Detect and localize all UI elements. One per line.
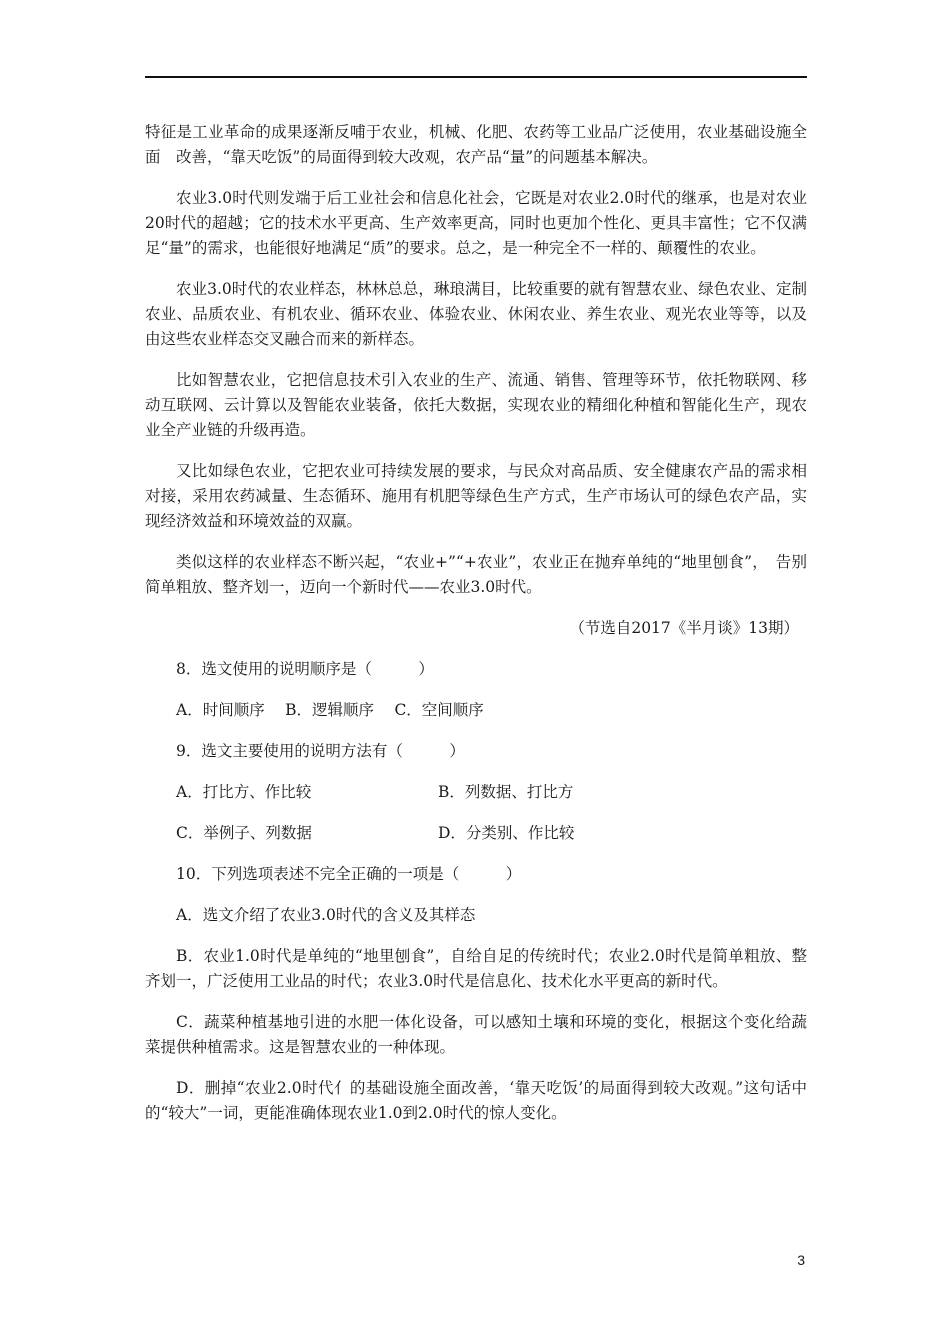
option-9c: C．举例子、列数据 xyxy=(176,824,312,842)
question-8: 8．选文使用的说明顺序是（ ） xyxy=(176,660,434,678)
source-citation: （节选自2017《半月谈》13期） xyxy=(569,619,799,637)
page-content xyxy=(145,120,807,1142)
option-10b: B．农业1.0时代是单纯的“地里刨食”，自给自足的传统时代；农业2.0时代是简单粗放、整齐划一，广泛使用工业品的时代；农业3.0时代是信息化、技术化水平更高的新时代。 xyxy=(145,947,807,990)
passage-paragraph-1: 特征是工业革命的成果逐渐反哺于农业，机械、化肥、农药等工业品广泛使用，农业基础设施全面 改善，“靠天吃饭”的局面得到较大改观，农产品“量”的问题基本解决。 xyxy=(145,123,807,166)
option-9b: B．列数据、打比方 xyxy=(438,783,574,801)
passage-paragraph-5: 又比如绿色农业，它把农业可持续发展的要求，与民众对高品质、安全健康农产品的需求相对接，采用农药减量、生态循环、施用有机肥等绿色生产方式，生产市场认可的绿色农产品，实现经济效益和环境效益的双赢。 xyxy=(145,462,807,530)
passage-paragraph-4: 比如智慧农业，它把信息技术引入农业的生产、流通、销售、管理等环节，依托物联网、移动互联网、云计算以及智能农业装备，依托大数据，实现农业的精细化种植和智能化生产，现农业全产业链的升级再造。 xyxy=(145,371,807,439)
option-10c: C．蔬菜种植基地引进的水肥一体化设备，可以感知土壤和环境的变化，根据这个变化给蔬菜提供种植需求。这是智慧农业的一种体现。 xyxy=(145,1013,807,1056)
header-rule xyxy=(145,76,807,78)
option-10d: D．删掉“农业2.0时代亻的基础设施全面改善，‘靠天吃饭’的局面得到较大改观。”这句话中的“较大”一词，更能准确体现农业1.0到2.0时代的惊人变化。 xyxy=(145,1079,807,1122)
question-9: 9．选文主要使用的说明方法有（ ） xyxy=(176,742,465,760)
question-10: 10．下列选项表述不完全正确的一项是（ ） xyxy=(176,865,522,883)
option-10a: A．选文介绍了农业3.0时代的含义及其样态 xyxy=(176,906,476,924)
passage-paragraph-6: 类似这样的农业样态不断兴起，“农业+”“+农业”，农业正在抛弃单纯的“地里刨食”， 告别简单粗放、整齐划一，迈向一个新时代——农业3.0时代。 xyxy=(145,553,807,596)
page-number: 3 xyxy=(797,1252,805,1268)
option-9d: D．分类别、作比较 xyxy=(438,824,575,842)
option-9a: A．打比方、作比较 xyxy=(176,783,312,801)
passage-paragraph-2: 农业3.0时代则发端于后工业社会和信息化社会，它既是对农业2.0时代的继承，也是对农业20时代的超越；它的技术水平更高、生产效率更高，同时也更加个性化、更具丰富性；它不仅满足“量”的需求，也能很好地满足“质”的要求。总之，是一种完全不一样的、颠覆性的农业。 xyxy=(145,189,807,257)
passage-paragraph-3: 农业3.0时代的农业样态，林林总总，琳琅满目，比较重要的就有智慧农业、绿色农业、定制农业、品质农业、有机农业、循环农业、体验农业、休闲农业、养生农业、观光农业等等，以及由这些农业样态交叉融合而来的新样态。 xyxy=(145,280,807,348)
question-9-options-row-2 xyxy=(176,821,807,846)
question-9-options-row-1 xyxy=(176,780,807,805)
question-8-options: A．时间顺序 B．逻辑顺序 C．空间顺序 xyxy=(176,701,484,719)
